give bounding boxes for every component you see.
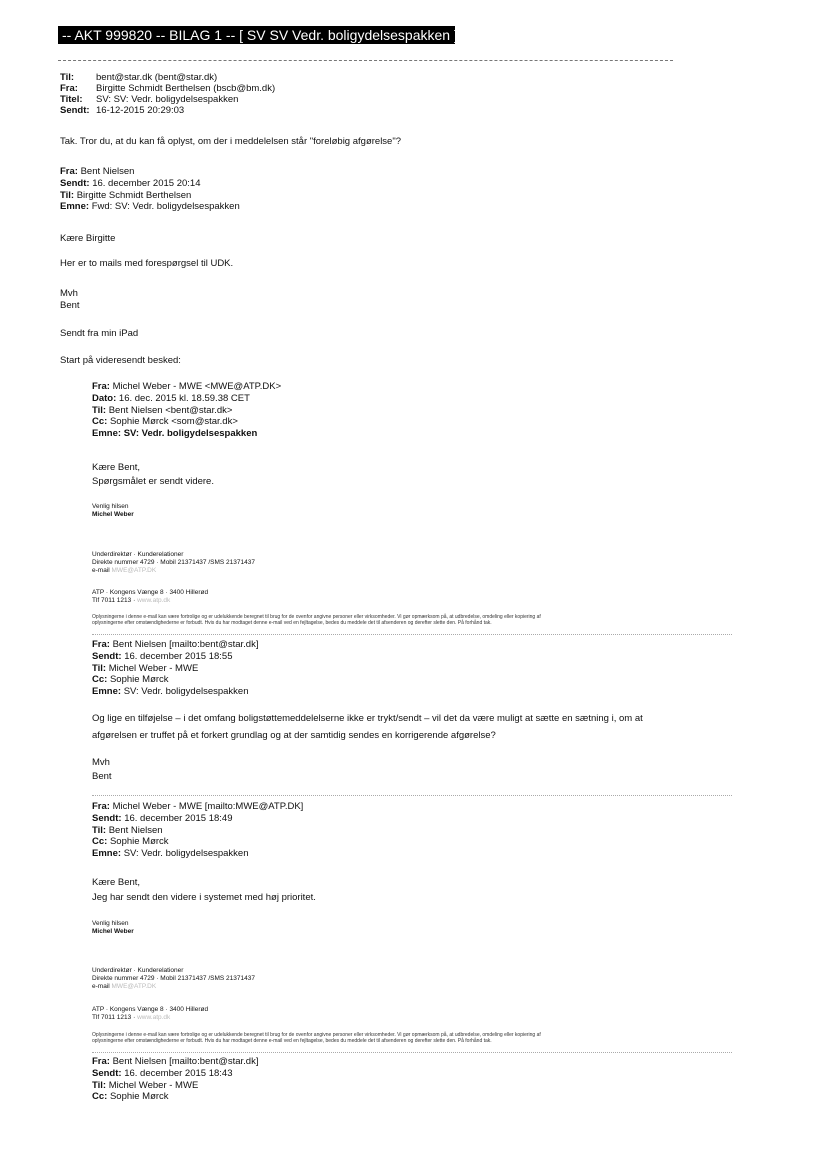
label-dato: Dato: bbox=[92, 392, 117, 404]
body-text: Og lige en tilføjelse – i det omfang boligstøttemeddelelserne ikke er trykt/sendt – vil det da være muligt at sætte en sætning i, om at bbox=[92, 713, 643, 724]
recipient: Bent Nielsen <bent@star.dk> bbox=[108, 404, 233, 416]
label-cc: Cc: bbox=[92, 836, 108, 848]
recipient: Michel Weber - MWE bbox=[108, 1079, 199, 1091]
divider bbox=[58, 60, 673, 61]
label-cc: Cc: bbox=[92, 1091, 108, 1103]
disclaimer bbox=[92, 614, 732, 626]
recipient: Birgitte Schmidt Berthelsen bbox=[76, 189, 192, 201]
body-text: afgørelsen er truffet på et forkert grundlag og at der samtidig sendes en korrigerende afgørelse? bbox=[92, 730, 496, 741]
disclaimer-line: oplysningerne efter omstændighederne er forbudt. Hvis du har modtaget denne e-mail ved en fejltagelse, bedes du meddele det til afsenderen og derefter slette den. På forhånd tak. bbox=[92, 1038, 492, 1044]
disclaimer-line: Oplysningerne i denne e-mail kan være fortrolige og er udelukkende beregnet til brug for de ovenfor angivne personer eller virksomheder. Vi gør opmærksom på, at udbredelse, omdeling eller kopiering af bbox=[92, 614, 541, 620]
message-header bbox=[92, 381, 281, 440]
disclaimer-line: oplysningerne efter omstændighederne er forbudt. Hvis du har modtaget denne e-mail ved en fejltagelse, bedes du meddele det til afsenderen og derefter slette den. På forhånd tak. bbox=[92, 620, 492, 626]
signature-phone: Direkte nummer 4729 · Mobil 21371437 /SMS 21371437 bbox=[92, 975, 255, 982]
document-banner: -- AKT 999820 -- BILAG 1 -- [ SV SV Vedr. boligydelsespakken ] -- bbox=[58, 26, 455, 44]
signature-regards: Venlig hilsen bbox=[92, 920, 129, 927]
greeting: Kære Birgitte bbox=[60, 233, 116, 244]
label-fra: Fra: bbox=[92, 381, 110, 392]
forward-note: Start på videresendt besked: bbox=[60, 355, 181, 366]
web-link[interactable]: www.atp.dk bbox=[137, 597, 171, 604]
label-til: Til: bbox=[60, 72, 75, 83]
message-header bbox=[92, 639, 258, 698]
signature-address: ATP · Kongens Vænge 8 · 3400 Hillerød bbox=[92, 589, 209, 596]
label-emne: Emne: bbox=[92, 848, 122, 860]
body-text: Spørgsmålet er sendt videre. bbox=[92, 476, 214, 487]
sender: Bent Nielsen [mailto:bent@star.dk] bbox=[112, 639, 259, 650]
closing: Mvh bbox=[92, 757, 110, 768]
label-fra: Fra: bbox=[60, 166, 78, 177]
label-emne: Emne: bbox=[92, 428, 122, 440]
cc-recipient: Sophie Mørck <som@star.dk> bbox=[109, 416, 238, 428]
label-til: Til: bbox=[92, 662, 107, 674]
label-fra: Fra: bbox=[92, 1056, 110, 1067]
disclaimer bbox=[92, 1032, 732, 1044]
subject: Fwd: SV: Vedr. boligydelsespakken bbox=[91, 201, 240, 213]
label-til: Til: bbox=[92, 1079, 107, 1091]
label-cc: Cc: bbox=[92, 416, 108, 428]
label-fra: Fra: bbox=[60, 83, 78, 94]
divider bbox=[92, 795, 732, 796]
email-header-block bbox=[60, 72, 275, 116]
email-label: e-mail bbox=[92, 983, 110, 990]
sent-date: 16. december 2015 18:43 bbox=[124, 1067, 233, 1079]
greeting: Kære Bent, bbox=[92, 462, 141, 473]
label-fra: Fra: bbox=[92, 801, 110, 812]
sender: Michel Weber - MWE <MWE@ATP.DK> bbox=[112, 381, 282, 392]
label-sendt: Sendt: bbox=[92, 1067, 122, 1079]
signature-email-line bbox=[92, 983, 156, 991]
signature-title: Underdirektør · Kunderelationer bbox=[92, 967, 184, 974]
label-til: Til: bbox=[92, 824, 107, 836]
divider bbox=[92, 634, 732, 635]
signature-name: Michel Weber bbox=[92, 511, 134, 518]
subject: SV: Vedr. boligydelsespakken bbox=[123, 848, 249, 860]
closing: Mvh bbox=[60, 288, 78, 299]
disclaimer-line: Oplysningerne i denne e-mail kan være fortrolige og er udelukkende beregnet til brug for de ovenfor angivne personer eller virksomheder. Vi gør opmærksom på, at udbredelse, omdeling eller kopiering af bbox=[92, 1032, 541, 1038]
sender: Birgitte Schmidt Berthelsen (bscb@bm.dk) bbox=[96, 83, 276, 94]
tlf: Tlf 7011 1213 bbox=[92, 1014, 132, 1021]
label-sendt: Sendt: bbox=[60, 177, 90, 189]
email-label: e-mail bbox=[92, 567, 110, 574]
signature-regards: Venlig hilsen bbox=[92, 503, 129, 510]
recipient: bent@star.dk (bent@star.dk) bbox=[96, 72, 218, 83]
sent-date: 16-12-2015 20:29:03 bbox=[96, 105, 185, 116]
subject: SV: Vedr. boligydelsespakken bbox=[123, 686, 249, 698]
subject: SV: SV: Vedr. boligydelsespakken bbox=[96, 94, 239, 105]
sender: Michel Weber - MWE [mailto:MWE@ATP.DK] bbox=[112, 801, 304, 812]
web-link[interactable]: www.atp.dk bbox=[137, 1014, 171, 1021]
ipad-note: Sendt fra min iPad bbox=[60, 328, 139, 339]
label-cc: Cc: bbox=[92, 674, 108, 686]
label-sendt: Sendt: bbox=[92, 812, 122, 824]
sent-date: 16. december 2015 18:55 bbox=[124, 650, 233, 662]
sent-date: 16. december 2015 20:14 bbox=[92, 177, 201, 189]
signature-address: ATP · Kongens Vænge 8 · 3400 Hillerød bbox=[92, 1006, 209, 1013]
label-til: Til: bbox=[60, 189, 75, 201]
cc-recipient: Sophie Mørck bbox=[109, 1091, 169, 1103]
message-header bbox=[92, 801, 303, 860]
sent-date: 16. dec. 2015 kl. 18.59.38 CET bbox=[118, 392, 250, 404]
label-emne: Emne: bbox=[92, 686, 122, 698]
signature-phone-web: Tlf 7011 1213 · www.atp.dk bbox=[92, 1014, 171, 1021]
label-emne: Emne: bbox=[60, 201, 90, 213]
message-header bbox=[92, 1056, 258, 1103]
tlf: Tlf 7011 1213 bbox=[92, 597, 132, 604]
signature-name: Bent bbox=[92, 771, 112, 782]
signature-email-line bbox=[92, 567, 156, 575]
cc-recipient: Sophie Mørck bbox=[109, 836, 169, 848]
body-text: Her er to mails med forespørgsel til UDK. bbox=[60, 258, 234, 269]
label-sendt: Sendt: bbox=[92, 650, 122, 662]
subject: SV: Vedr. boligydelsespakken bbox=[123, 428, 258, 440]
sender: Bent Nielsen bbox=[80, 166, 135, 177]
signature-name: Michel Weber bbox=[92, 928, 134, 935]
cc-recipient: Sophie Mørck bbox=[109, 674, 169, 686]
recipient: Bent Nielsen bbox=[108, 824, 163, 836]
label-sendt: Sendt: bbox=[60, 105, 90, 116]
divider bbox=[92, 1052, 732, 1053]
sent-date: 16. december 2015 18:49 bbox=[124, 812, 233, 824]
label-titel: Titel: bbox=[60, 94, 83, 105]
greeting: Kære Bent, bbox=[92, 877, 141, 888]
signature-phone-web: Tlf 7011 1213 · www.atp.dk bbox=[92, 597, 171, 604]
signature-name: Bent bbox=[60, 300, 80, 311]
sender: Bent Nielsen [mailto:bent@star.dk] bbox=[112, 1056, 259, 1067]
reply-text: Tak. Tror du, at du kan få oplyst, om der i meddelelsen står "foreløbig afgørelse"? bbox=[60, 136, 401, 147]
body-text: Jeg har sendt den videre i systemet med høj prioritet. bbox=[92, 892, 316, 903]
recipient: Michel Weber - MWE bbox=[108, 662, 199, 674]
email-link[interactable]: MWE@ATP.DK bbox=[111, 567, 157, 574]
label-fra: Fra: bbox=[92, 639, 110, 650]
signature-phone: Direkte nummer 4729 · Mobil 21371437 /SMS 21371437 bbox=[92, 559, 255, 566]
message-header bbox=[60, 166, 240, 213]
signature-title: Underdirektør · Kunderelationer bbox=[92, 551, 184, 558]
label-til: Til: bbox=[92, 404, 107, 416]
email-link[interactable]: MWE@ATP.DK bbox=[111, 983, 157, 990]
